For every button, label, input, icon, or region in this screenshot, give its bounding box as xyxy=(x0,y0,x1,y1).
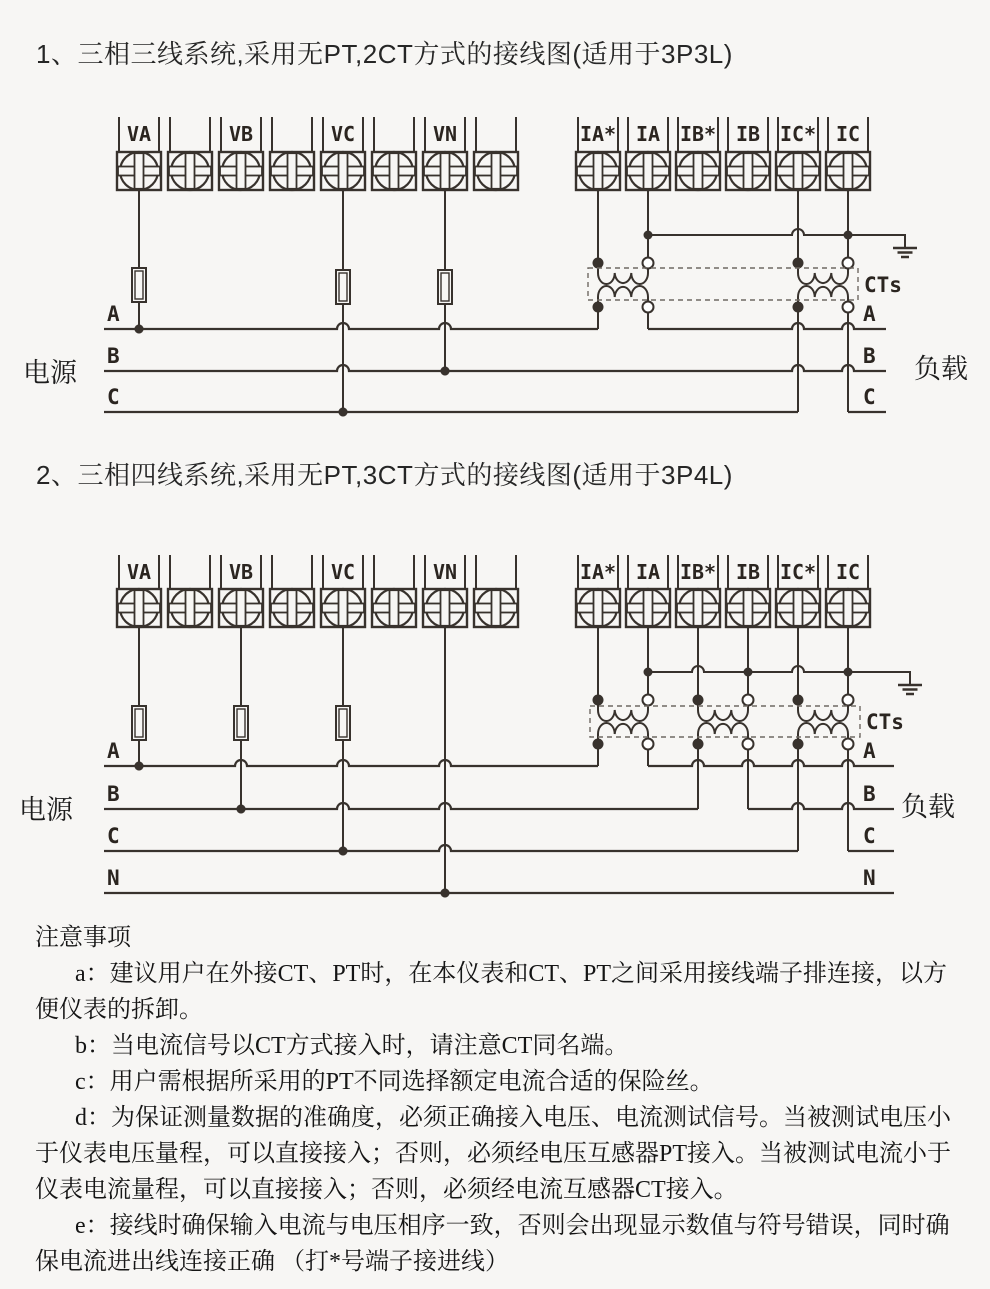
terminal-label: IC* xyxy=(779,560,817,584)
source-label: 电源 xyxy=(23,358,77,388)
fuse xyxy=(132,706,146,740)
ct-dot-plain xyxy=(643,739,654,750)
ct-winding-top xyxy=(798,263,848,284)
ct-winding-bottom xyxy=(798,723,848,744)
cts-dashed-box xyxy=(588,268,858,300)
phase-line xyxy=(104,365,886,371)
ct-dot-polarity xyxy=(593,695,604,706)
ct-dot-plain xyxy=(643,258,654,269)
junction-dot xyxy=(339,847,348,856)
terminal-screw-slot-v xyxy=(644,153,653,189)
ct-winding-bottom xyxy=(598,723,648,744)
phase-line-label-left: B xyxy=(107,344,120,368)
source-label: 电源 xyxy=(19,795,73,825)
terminal-label: IC xyxy=(835,122,861,146)
terminal-label: IA xyxy=(635,560,661,584)
junction-dot xyxy=(744,668,753,677)
note-item-a: a：建议用户在外接CT、PT时，在本仪表和CT、PT之间采用接线端子排连接，以方便仪表的拆卸。 xyxy=(35,961,948,1023)
phase-line-label-right: B xyxy=(863,782,876,806)
ct-dot-plain xyxy=(843,739,854,750)
terminal-screw-slot-v xyxy=(794,590,803,626)
load-label: 负载 xyxy=(914,354,968,384)
ct-winding-bottom xyxy=(698,723,748,744)
load-label: 负载 xyxy=(901,792,955,822)
terminal-label: IA* xyxy=(579,560,617,584)
terminal-screw-slot-v xyxy=(288,153,297,189)
terminal-screw-slot-v xyxy=(441,153,450,189)
ct-dot-polarity xyxy=(593,302,604,313)
ground-wire xyxy=(648,229,905,248)
phase-line xyxy=(104,803,894,809)
terminal-label: IB* xyxy=(679,122,717,146)
junction-dot xyxy=(441,889,450,898)
terminal-screw-slot-v xyxy=(390,153,399,189)
phase-line-label-left: N xyxy=(107,866,120,890)
terminal-label: VB xyxy=(228,560,254,584)
ct-dot-polarity xyxy=(593,258,604,269)
terminal-screw-slot-v xyxy=(492,590,501,626)
terminal-label: VC xyxy=(330,122,356,146)
ct-dot-plain xyxy=(843,695,854,706)
junction-dot xyxy=(441,367,450,376)
terminal-label: IC xyxy=(835,560,861,584)
terminal-screw-slot-v xyxy=(390,590,399,626)
phase-line-label-right: C xyxy=(863,824,876,848)
junction-dot xyxy=(844,231,853,240)
cts-label: CTs xyxy=(866,710,904,734)
terminal-screw-slot-v xyxy=(135,590,144,626)
terminal-screw-slot-v xyxy=(744,153,753,189)
note-item-e: e：接线时确保输入电流与电压相序一致，否则会出现显示数值与符号错误，同时确保电流进出线连接正确 （打*号端子接进线） xyxy=(35,1213,950,1275)
ct-dot-polarity xyxy=(793,695,804,706)
junction-dot xyxy=(135,762,144,771)
phase-line-label-left: C xyxy=(107,385,120,409)
cts-label: CTs xyxy=(864,273,902,297)
ct-winding-bottom xyxy=(598,286,648,307)
ct-dot-plain xyxy=(643,302,654,313)
fuse xyxy=(234,706,248,740)
terminal-label: VB xyxy=(228,122,254,146)
diagram1-canvas xyxy=(0,100,990,440)
ct-dot-polarity xyxy=(793,258,804,269)
terminal-label: IB* xyxy=(679,560,717,584)
terminal-label: VA xyxy=(126,122,152,146)
ct-winding-top xyxy=(798,700,848,721)
terminal-screw-slot-v xyxy=(237,153,246,189)
ground-wire xyxy=(648,666,910,685)
ct-dot-plain xyxy=(843,302,854,313)
notes-section xyxy=(35,920,959,1280)
phase-line xyxy=(104,323,886,329)
diagram2-title: 2、三相四线系统,采用无PT,3CT方式的接线图(适用于3P4L) xyxy=(36,460,733,490)
phase-line-label-left: B xyxy=(107,782,120,806)
ct-winding-top xyxy=(698,700,748,721)
terminal-screw-slot-v xyxy=(794,153,803,189)
terminal-screw-slot-v xyxy=(594,153,603,189)
ct-dot-plain xyxy=(843,258,854,269)
ct-dot-polarity xyxy=(793,302,804,313)
terminal-screw-slot-v xyxy=(644,590,653,626)
ct-dot-plain xyxy=(743,739,754,750)
phase-line-label-right: A xyxy=(863,302,876,326)
ct-winding-top xyxy=(598,700,648,721)
phase-line-label-right: B xyxy=(863,344,876,368)
fuse xyxy=(132,268,146,302)
ct-dot-polarity xyxy=(593,739,604,750)
ct-dot-polarity xyxy=(693,695,704,706)
junction-dot xyxy=(844,668,853,677)
phase-line-label-right: C xyxy=(863,385,876,409)
phase-line-label-right: N xyxy=(863,866,876,890)
fuse xyxy=(438,270,452,304)
junction-dot xyxy=(237,805,246,814)
phase-line xyxy=(104,845,894,851)
diagram2-canvas xyxy=(0,540,990,918)
terminal-screw-slot-v xyxy=(339,153,348,189)
ct-dot-plain xyxy=(743,695,754,706)
note-item-b: b：当电流信号以CT方式接入时，请注意CT同名端。 xyxy=(75,1033,629,1059)
ct-dot-plain xyxy=(643,695,654,706)
terminal-screw-slot-v xyxy=(441,590,450,626)
phase-line-label-left: A xyxy=(107,739,120,763)
terminal-screw-slot-v xyxy=(186,153,195,189)
fuse xyxy=(336,706,350,740)
terminal-screw-slot-v xyxy=(288,590,297,626)
terminal-screw-slot-v xyxy=(492,153,501,189)
junction-dot xyxy=(644,668,653,677)
terminal-label: IA* xyxy=(579,122,617,146)
phase-line-label-left: C xyxy=(107,824,120,848)
phase-line-label-left: A xyxy=(107,302,120,326)
terminal-label: IB xyxy=(735,560,761,584)
terminal-screw-slot-v xyxy=(844,590,853,626)
terminal-label: VN xyxy=(432,122,458,146)
terminal-label: IC* xyxy=(779,122,817,146)
ct-winding-top xyxy=(598,263,648,284)
terminal-screw-slot-v xyxy=(694,590,703,626)
terminal-screw-slot-v xyxy=(594,590,603,626)
junction-dot xyxy=(135,325,144,334)
terminal-label: VA xyxy=(126,560,152,584)
terminal-label: VN xyxy=(432,560,458,584)
terminal-screw-slot-v xyxy=(339,590,348,626)
diagram1-title: 1、三相三线系统,采用无PT,2CT方式的接线图(适用于3P3L) xyxy=(36,39,733,69)
terminal-label: VC xyxy=(330,560,356,584)
ct-dot-polarity xyxy=(793,739,804,750)
phase-line xyxy=(104,760,894,766)
fuse xyxy=(336,270,350,304)
phase-line-label-right: A xyxy=(863,739,876,763)
terminal-screw-slot-v xyxy=(844,153,853,189)
note-item-d: d：为保证测量数据的准确度，必须正确接入电压、电流测试信号。当被测试电压小于仪表电压量程，可以直接接入；否则，必须经电压互感器PT接入。当被测试电流小于仪表电流量程，可以直接接入；否则，必须经电流互感器CT接入。 xyxy=(35,1105,952,1203)
terminal-label: IA xyxy=(635,122,661,146)
terminal-screw-slot-v xyxy=(744,590,753,626)
terminal-screw-slot-v xyxy=(186,590,195,626)
terminal-screw-slot-v xyxy=(237,590,246,626)
terminal-screw-slot-v xyxy=(135,153,144,189)
junction-dot xyxy=(644,231,653,240)
ct-winding-bottom xyxy=(798,286,848,307)
junction-dot xyxy=(339,408,348,417)
terminal-label: IB xyxy=(735,122,761,146)
terminal-screw-slot-v xyxy=(694,153,703,189)
ct-dot-polarity xyxy=(693,739,704,750)
notes-heading: 注意事项 xyxy=(35,925,131,951)
note-item-c: c：用户需根据所采用的PT不同选择额定电流合适的保险丝。 xyxy=(75,1069,714,1095)
